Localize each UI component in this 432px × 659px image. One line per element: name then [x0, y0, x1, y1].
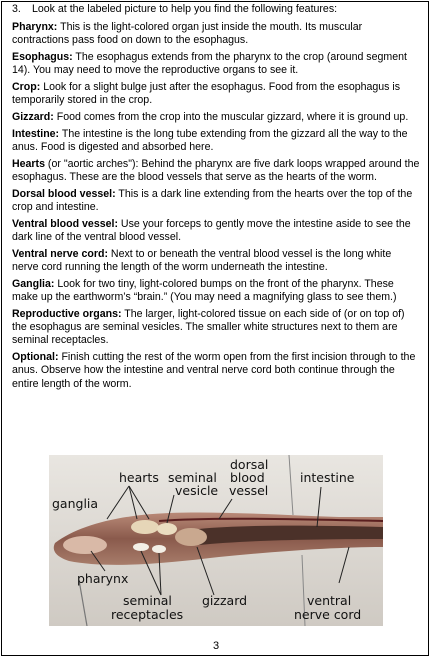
label-hearts: hearts	[119, 470, 159, 485]
feature-term: Reproductive organs:	[12, 308, 122, 320]
gizzard-shape	[175, 528, 207, 546]
feature-ventral-nerve-cord	[12, 248, 420, 274]
feature-description: This is the light-colored organ just inside the mouth. Its muscular contractions pass food on down to the esophagus.	[12, 21, 363, 47]
feature-pharynx	[12, 21, 420, 47]
feature-term: Gizzard:	[12, 111, 54, 124]
intro-line	[12, 3, 420, 16]
pharynx-shape	[63, 536, 107, 554]
feature-description: Look for two tiny, light-colored bumps on the front of the pharynx. These make up the earthworm’s “brain.” (You may need a magnifying glass to see them.)	[12, 278, 397, 304]
feature-term: Hearts	[12, 158, 45, 170]
feature-description: Next to or beneath the ventral blood vessel is the long white nerve cord running the length of the worm underneath the intestine.	[12, 248, 392, 274]
feature-term: Pharynx:	[12, 21, 58, 34]
label-dorsal-blood-vessel-line3: vessel	[229, 483, 269, 498]
feature-term: Esophagus:	[12, 51, 73, 64]
seminal-receptacle-shape	[152, 545, 166, 553]
dissection-photo	[49, 455, 383, 626]
feature-description: (or "aortic arches"): Behind the pharynx are five dark loops wrapped around the esophagus. These are the blood vessels that serve as the hearts of the worm.	[12, 158, 420, 184]
label-seminal-receptacles-line2: receptacles	[111, 607, 184, 622]
label-seminal-receptacles-line1: seminal	[123, 593, 172, 608]
feature-ventral-blood-vessel	[12, 218, 420, 244]
feature-gizzard	[12, 111, 420, 124]
page-number: 3	[212, 640, 220, 652]
feature-term: Optional:	[12, 351, 59, 364]
label-ventral-nerve-cord-line2: nerve cord	[294, 607, 362, 622]
label-dorsal-blood-vessel-line2: blood	[230, 470, 265, 485]
feature-term: Ventral blood vessel:	[12, 218, 118, 230]
feature-term: Intestine:	[12, 128, 60, 140]
feature-term: Ganglia:	[12, 278, 55, 290]
feature-reproductive-organs	[12, 308, 420, 348]
feature-description: Use your forceps to gently move the intestine aside to see the dark line of the ventral blood vessel.	[12, 218, 411, 244]
document-body	[12, 3, 420, 394]
label-dorsal-blood-vessel-line1: dorsal	[230, 457, 269, 472]
label-pharynx: pharynx	[77, 571, 129, 586]
feature-description: Finish cutting the rest of the worm open from the first incision through to the anus. Observe how the intestine and ventral nerve cord both continue through the entire length of the worm.	[12, 351, 416, 390]
feature-description: Look for a slight bulge just after the esophagus. Food from the esophagus is temporarily stored in the crop.	[12, 81, 401, 107]
feature-optional	[12, 351, 420, 391]
feature-term: Dorsal blood vessel:	[12, 188, 116, 200]
feature-term: Ventral nerve cord:	[12, 248, 108, 260]
intro-text: Look at the labeled picture to help you find the following features:	[32, 3, 338, 15]
feature-dorsal-blood-vessel	[12, 188, 420, 214]
seminal-vesicle-shape	[157, 523, 177, 535]
feature-term: Crop:	[12, 81, 41, 94]
feature-crop	[12, 81, 420, 107]
earthworm-dissection-figure	[49, 455, 383, 626]
label-seminal-vesicle-line2: vesicle	[175, 483, 219, 498]
feature-ganglia	[12, 278, 420, 304]
feature-description: The esophagus extends from the pharynx to the crop (around segment 14). You may need to move the reproductive organs to see it.	[12, 51, 407, 77]
label-ganglia: ganglia	[52, 496, 99, 511]
label-gizzard: gizzard	[202, 593, 248, 608]
feature-intestine	[12, 128, 420, 154]
label-seminal-vesicle-line1: seminal	[168, 470, 217, 485]
feature-description: This is a dark line extending from the hearts over the top of the crop and intestine.	[12, 188, 413, 214]
label-ventral-nerve-cord-line1: ventral	[307, 593, 352, 608]
feature-esophagus	[12, 51, 420, 77]
label-intestine: intestine	[300, 470, 355, 485]
feature-description: Food comes from the crop into the muscular gizzard, where it is ground up.	[53, 111, 409, 124]
feature-description: The intestine is the long tube extending from the gizzard all the way to the anus. Food is digested and absorbed here.	[12, 128, 408, 154]
intro-number: 3.	[12, 3, 21, 15]
seminal-vesicle-shape	[131, 520, 159, 534]
feature-hearts	[12, 158, 420, 184]
seminal-receptacle-shape	[133, 543, 149, 551]
feature-description: The larger, light-colored tissue on each side of (or on top of) the esophagus are seminal vesicles. The smaller white structures next to them are seminal receptacles.	[12, 308, 405, 347]
